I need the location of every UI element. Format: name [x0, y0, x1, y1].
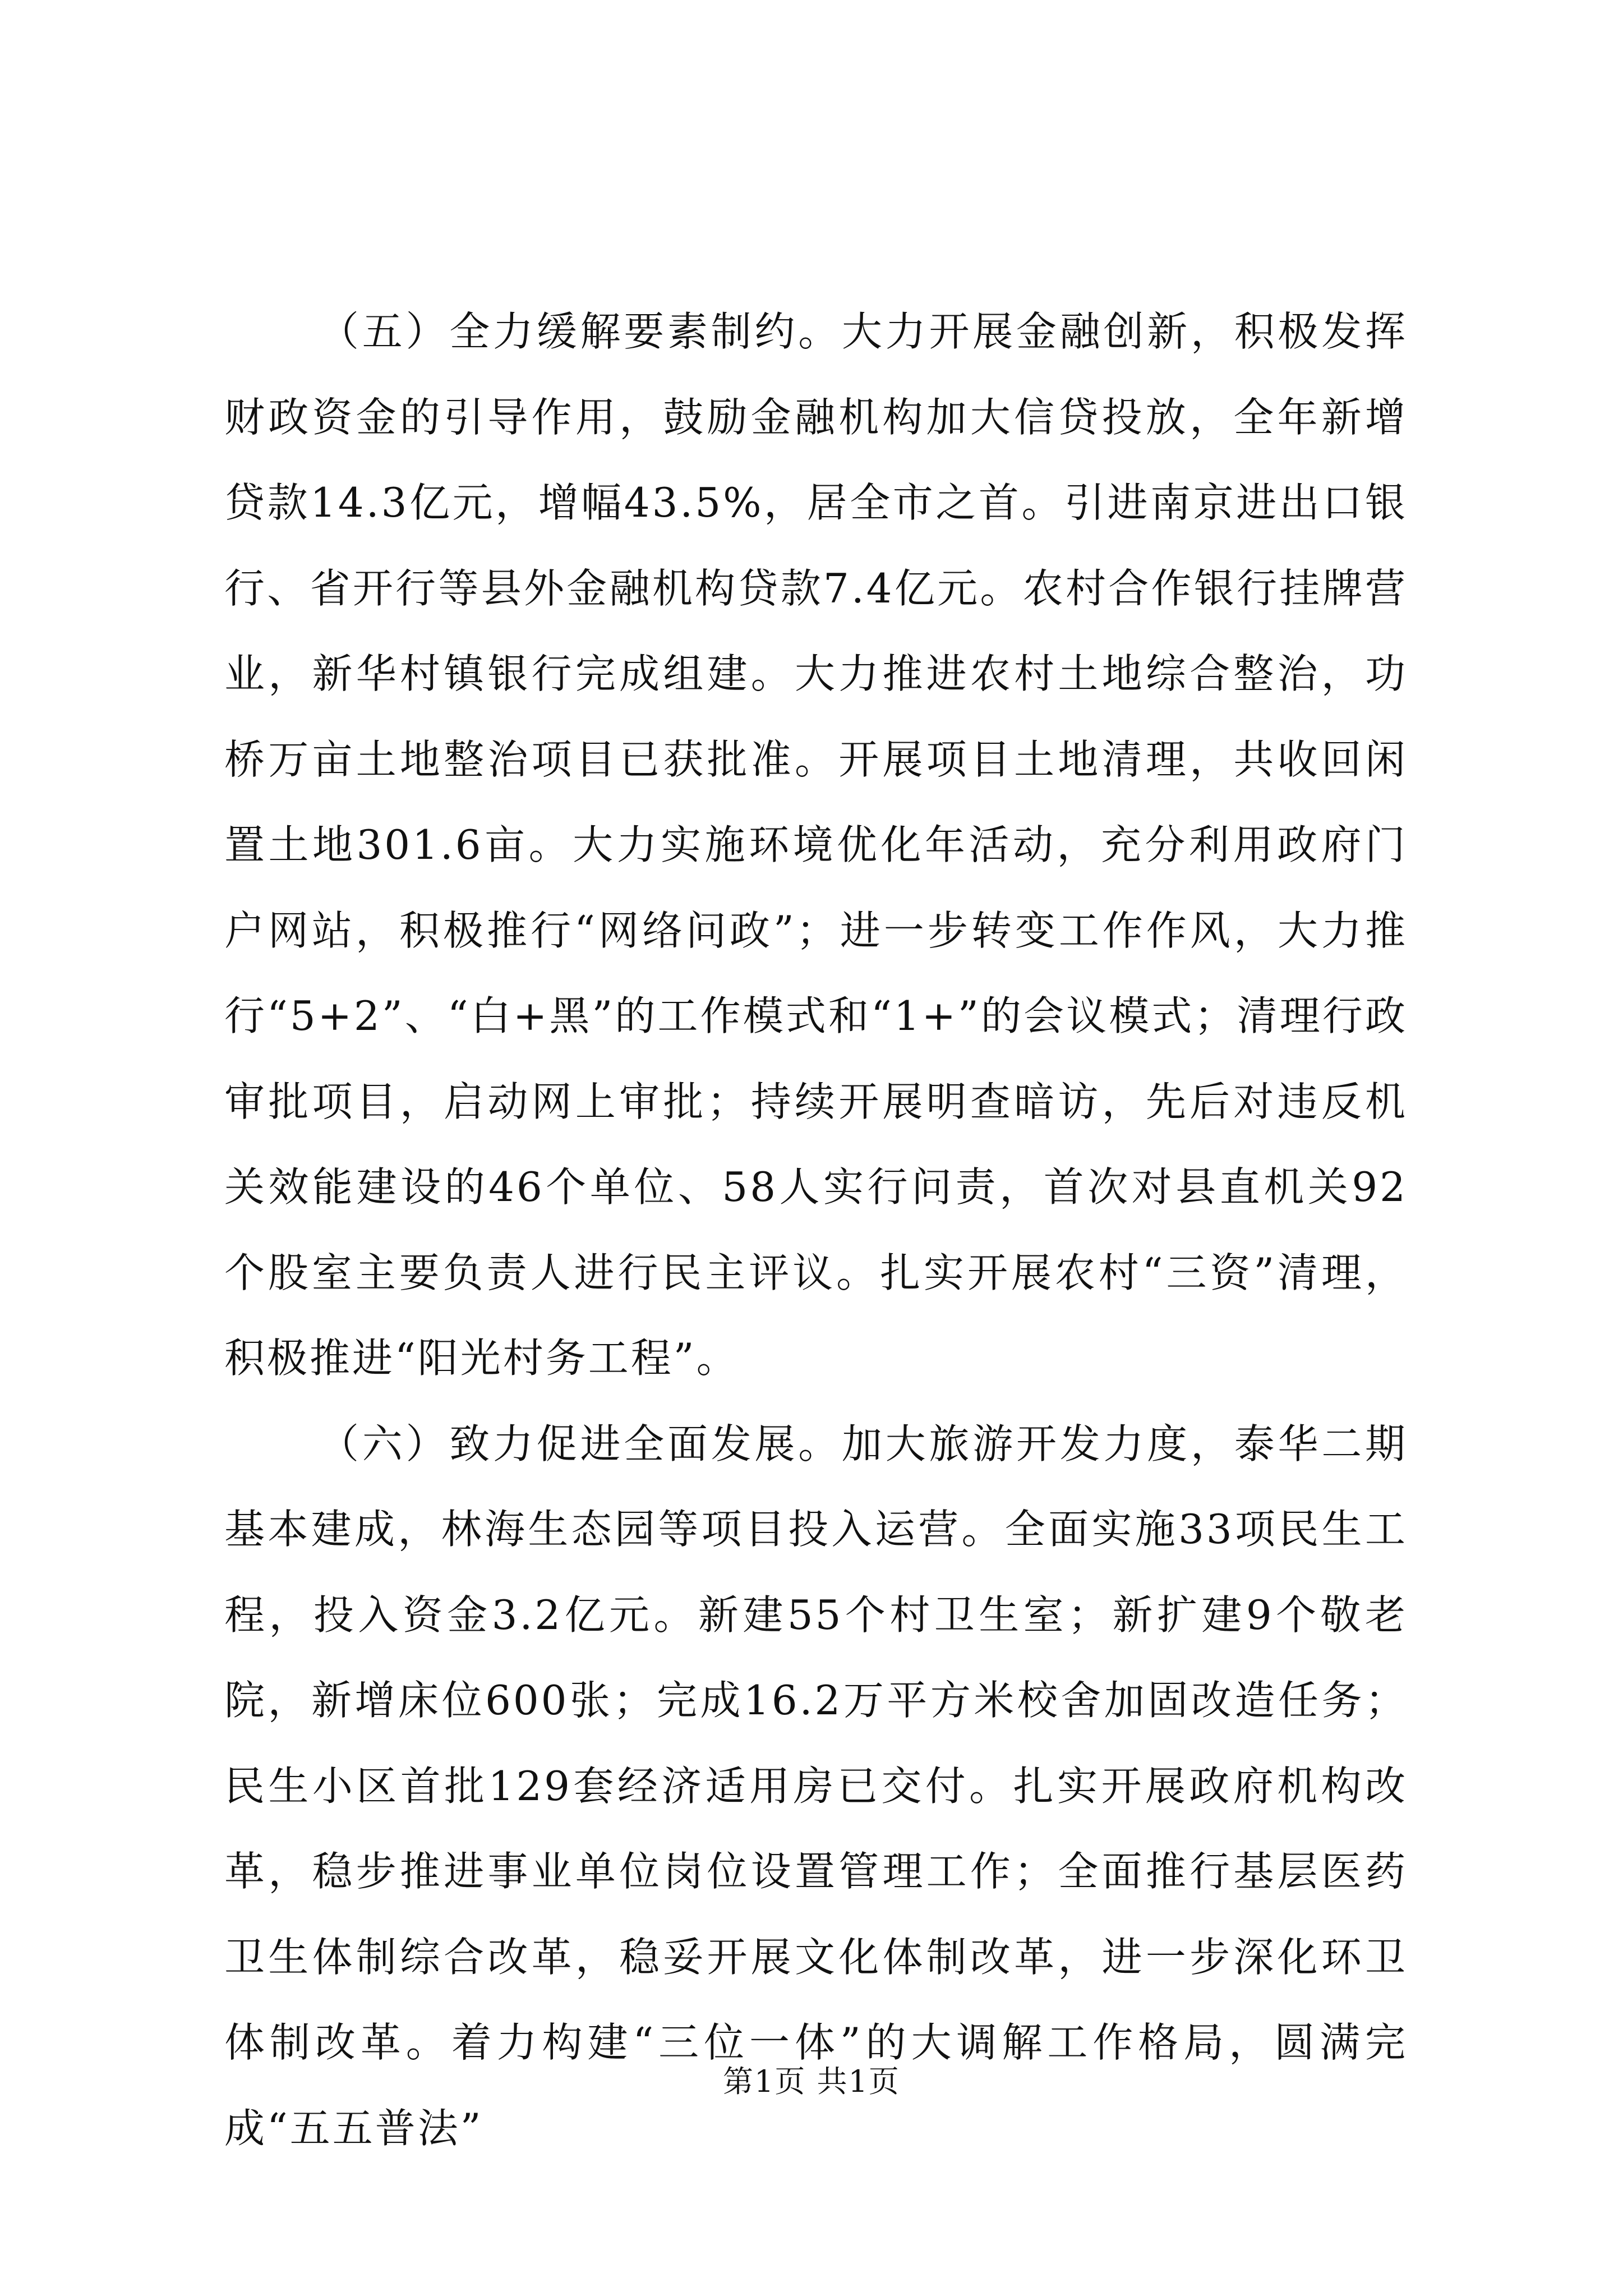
document-body	[224, 289, 1408, 2171]
page-footer: 第1页 共1页	[723, 2064, 900, 2099]
paragraph-five: （五）全力缓解要素制约。大力开展金融创新，积极发挥财政资金的引导作用，鼓励金融机构加大信贷投放，全年新增贷款14.3亿元，增幅43.5%，居全市之首。引进南京进出口银行、省开行等县外金融机构贷款7.4亿元。农村合作银行挂牌营业，新华村镇银行完成组建。大力推进农村土地综合整治，功桥万亩土地整治项目已获批准。开展项目土地清理，共收回闲置土地301.6亩。大力实施环境优化年活动，充分利用政府门户网站，积极推行“网络问政”；进一步转变工作作风，大力推行“5+2”、“白+黑”的工作模式和“1+”的会议模式；清理行政审批项目，启动网上审批；持续开展明查暗访，先后对违反机关效能建设的46个单位、58人实行问责，首次对县直机关92个股室主要负责人进行民主评议。扎实开展农村“三资”清理，积极推进“阳光村务工程”。	[224, 308, 1408, 1382]
paragraph-six: （六）致力促进全面发展。加大旅游开发力度，泰华二期基本建成，林海生态园等项目投入运营。全面实施33项民生工程，投入资金3.2亿元。新建55个村卫生室；新扩建9个敬老院，新增床位600张；完成16.2万平方米校舍加固改造任务；民生小区首批129套经济适用房已交付。扎实开展政府机构改革，稳步推进事业单位岗位设置管理工作；全面推行基层医药卫生体制综合改革，稳妥开展文化体制改革，进一步深化环卫体制改革。着力构建“三位一体”的大调解工作格局，圆满完成“五五普法”	[224, 1420, 1408, 2152]
